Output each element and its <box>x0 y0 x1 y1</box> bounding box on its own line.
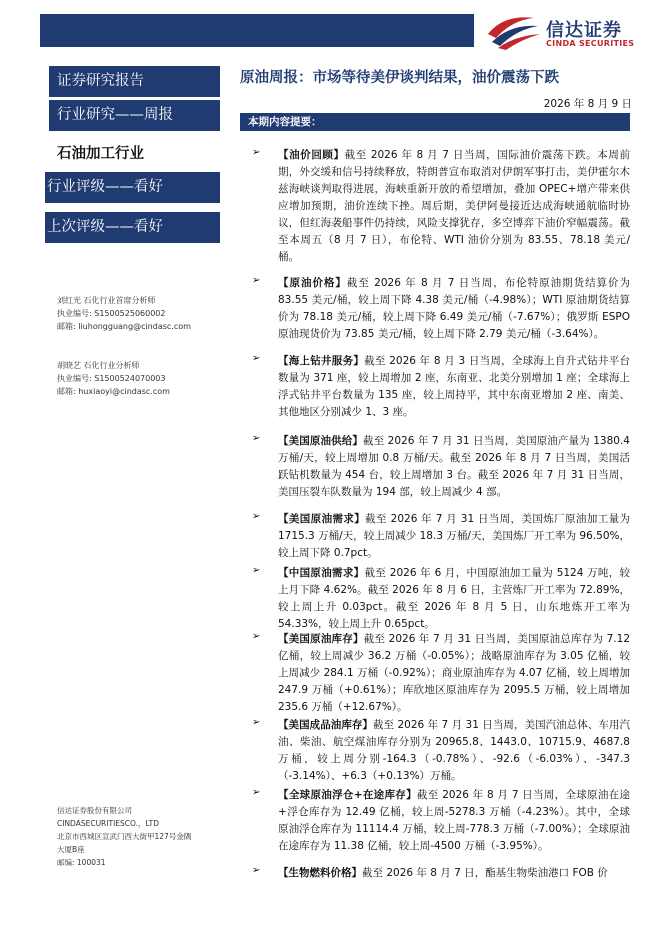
bullet-text: 截至 2026 年 7 月 31 日当周，美国原油总库存为 7.12 亿桶，较上周减少 36.2 万桶（-0.05%）；战略原油库存为 3.05 亿桶，较上周减少 284.1 万桶（-0.92%）；商业原油库存为 4.07 亿桶，较上周增加 247.9 万桶（+0.61%）；库欣地区原油库存为 2095.5 万桶，较上周增加 235.6 万桶（+12.67%）。 <box>278 633 631 713</box>
logo-text-en: CINDA SECURITIES <box>546 39 635 48</box>
bullet-text: 截至 2026 年 8 月 7 日当周，布伦特原油期货结算价为 83.55 美元/桶，较上周下降 4.38 美元/桶（-4.98%）；WTI 原油期货结算价为 78.18 美元/桶，较上周下降 6.49 美元/桶（-7.67%）；俄罗斯 ESPO 原油现货价为 73.85 美元/桶，较上周下降 2.79 美元/桶（-3.64%）。 <box>278 277 631 340</box>
sidebar <box>49 66 220 876</box>
company-info <box>57 804 191 869</box>
previous-rating: 上次评级——看好 <box>45 212 220 243</box>
bullet-text: 截至 2026 年 8 月 7 日当周，国际油价震荡下跌。本周前期，外交缓和信号持续释放，特朗普宣布取消对伊朗军事打击，美伊霍尔木兹海峡谈判取得进展，海峡重新开放的希望增加，叠加 OPEC+增产带来供应增加预期，油价连续下挫。周后期，美伊阿曼接近达成海峡通航临时协议，但红海袭船事件仍持续，风险支撑犹存，多空博弈下油价窄幅震荡。截至本周五（8 月 7 日），布伦特、WTI 油价分别为 83.55、78.18 美元/桶。 <box>278 149 630 263</box>
bullet-china-crude-demand <box>252 565 630 633</box>
bullet-crude-price <box>252 275 630 343</box>
bullet-text: 截至 2026 年 7 月 31 日当周，美国汽油总体、车用汽油、柴油、航空煤油库存分别为 20965.8、1443.0、10715.9、4687.8 万桶，较上周分别-164.3（-0.78%）、-92.6（-6.03%）、-347.3（-3.14%）、+6.3（+0.13%）万桶。 <box>278 719 630 782</box>
bullet-label: 【美国原油供给】 <box>278 435 363 447</box>
analyst-license: 执业编号: S1500524070003 <box>57 374 166 383</box>
report-title: 原油周报：市场等待美伊谈判结果，油价震荡下跌 <box>240 70 559 86</box>
arrow-bullet-icon: ➢ <box>252 353 261 364</box>
bullet-text: 截至 2026 年 8 月 7 日，酯基生物柴油港口 FOB 价 <box>362 867 608 879</box>
arrow-bullet-icon: ➢ <box>252 511 261 522</box>
bullet-oil-price-review <box>252 147 630 266</box>
analyst-email[interactable]: 邮箱: liuhongguang@cindasc.com <box>57 322 191 331</box>
analyst-block-2 <box>57 359 170 398</box>
report-category: 行业研究——周报 <box>49 100 220 131</box>
logo-text-cn: 信达证券 <box>546 20 622 41</box>
company-name-en: CINDASECURITIESCO.，LTD <box>57 819 159 828</box>
bullet-offshore-drilling <box>252 353 630 421</box>
bullet-text: 截至 2026 年 7 月 31 日当周，美国炼厂原油加工量为 1715.3 万桶/天，较上周减少 18.3 万桶/天，美国炼厂开工率为 96.50%，较上周下降 0.7pct。 <box>278 513 630 559</box>
company-name-cn: 信达证券股份有限公司 <box>57 806 132 815</box>
bullet-us-crude-demand <box>252 511 630 562</box>
bullet-label: 【全球原油浮仓+在途库存】 <box>278 789 417 801</box>
bullet-biofuel-price <box>252 865 630 882</box>
arrow-bullet-icon: ➢ <box>252 631 261 642</box>
bullet-global-floating-storage <box>252 787 630 855</box>
analyst-block-1 <box>57 294 191 333</box>
header-bar <box>40 14 474 47</box>
bullet-label: 【生物燃料价格】 <box>278 867 362 879</box>
report-date: 2026 年 8 月 9 日 <box>543 98 632 110</box>
bullet-us-product-inventory <box>252 717 630 785</box>
bullet-text: 截至 2026 年 8 月 7 日当周，全球原油在途+浮仓库存为 12.49 亿桶，较上周-5278.3 万桶（-4.23%）。其中，全球原油浮仓库存为 11114.4 万桶，较上周-778.3 万桶（-7.00%）；全球原油在途库存为 11.38 亿桶，较上周-4500 万桶（-3.95%）。 <box>278 789 630 852</box>
arrow-bullet-icon: ➢ <box>252 275 261 286</box>
bullet-us-crude-inventory <box>252 631 630 716</box>
bullet-label: 【中国原油需求】 <box>278 567 365 579</box>
company-postcode: 邮编: 100031 <box>57 858 106 867</box>
summary-heading: 本期内容提要： <box>240 113 630 131</box>
industry-rating: 行业评级——看好 <box>45 172 220 203</box>
bullet-label: 【原油价格】 <box>278 277 347 289</box>
analyst-name: 刘红光 石化行业首席分析师 <box>57 296 156 305</box>
arrow-bullet-icon: ➢ <box>252 565 261 576</box>
report-type: 证券研究报告 <box>49 66 220 97</box>
arrow-bullet-icon: ➢ <box>252 865 261 876</box>
bullet-label: 【美国原油库存】 <box>278 633 364 645</box>
arrow-bullet-icon: ➢ <box>252 717 261 728</box>
bullet-text: 截至 2026 年 7 月 31 日当周，美国原油产量为 1380.4 万桶/天，较上周增加 0.8 万桶/天。截至 2026 年 8 月 7 日当周，美国活跃钻机数量为 454 台，较上周增加 3 台。截至 2026 年 7 月 31 日当周，美国压裂车队数量为 194 部，较上周减少 4 部。 <box>278 435 630 498</box>
bullet-label: 【海上钻井服务】 <box>278 355 365 367</box>
bullet-label: 【美国成品油库存】 <box>278 719 373 731</box>
analyst-email[interactable]: 邮箱: huxiaoyi@cindasc.com <box>57 387 170 396</box>
arrow-bullet-icon: ➢ <box>252 433 261 444</box>
bullet-text: 截至 2026 年 8 月 3 日当周，全球海上自升式钻井平台数量为 371 座，较上周增加 2 座，东南亚、北美分别增加 1 座；全球海上浮式钻井平台数量为 135 座，较上周持平，其中东南亚增加 2 座、南美、其他地区分别减少 1、3 座。 <box>278 355 631 418</box>
bullet-label: 【油价回顾】 <box>278 149 345 161</box>
bullet-us-crude-supply <box>252 433 630 501</box>
analyst-name: 胡晓艺 石化行业分析师 <box>57 361 140 370</box>
company-logo <box>484 12 644 52</box>
arrow-bullet-icon: ➢ <box>252 787 261 798</box>
logo-swoosh-icon <box>484 12 542 52</box>
analyst-license: 执业编号: S1500525060002 <box>57 309 166 318</box>
company-address-2: 大厦B座 <box>57 845 85 854</box>
industry-name: 石油加工行业 <box>49 141 220 167</box>
bullet-text: 截至 2026 年 6 月，中国原油加工量为 5124 万吨，较上月下降 4.62%。截至 2026 年 8 月 6 日，主营炼厂开工率为 72.89%，较上周上升 0.03pct。截至 2026 年 8 月 5 日，山东地炼开工率为 54.33%，较上周上升 0.65pct。 <box>278 567 631 630</box>
bullet-label: 【美国原油需求】 <box>278 513 366 525</box>
arrow-bullet-icon: ➢ <box>252 147 261 158</box>
company-address: 北京市西城区宣武门西大街甲127号金隅 <box>57 832 192 841</box>
